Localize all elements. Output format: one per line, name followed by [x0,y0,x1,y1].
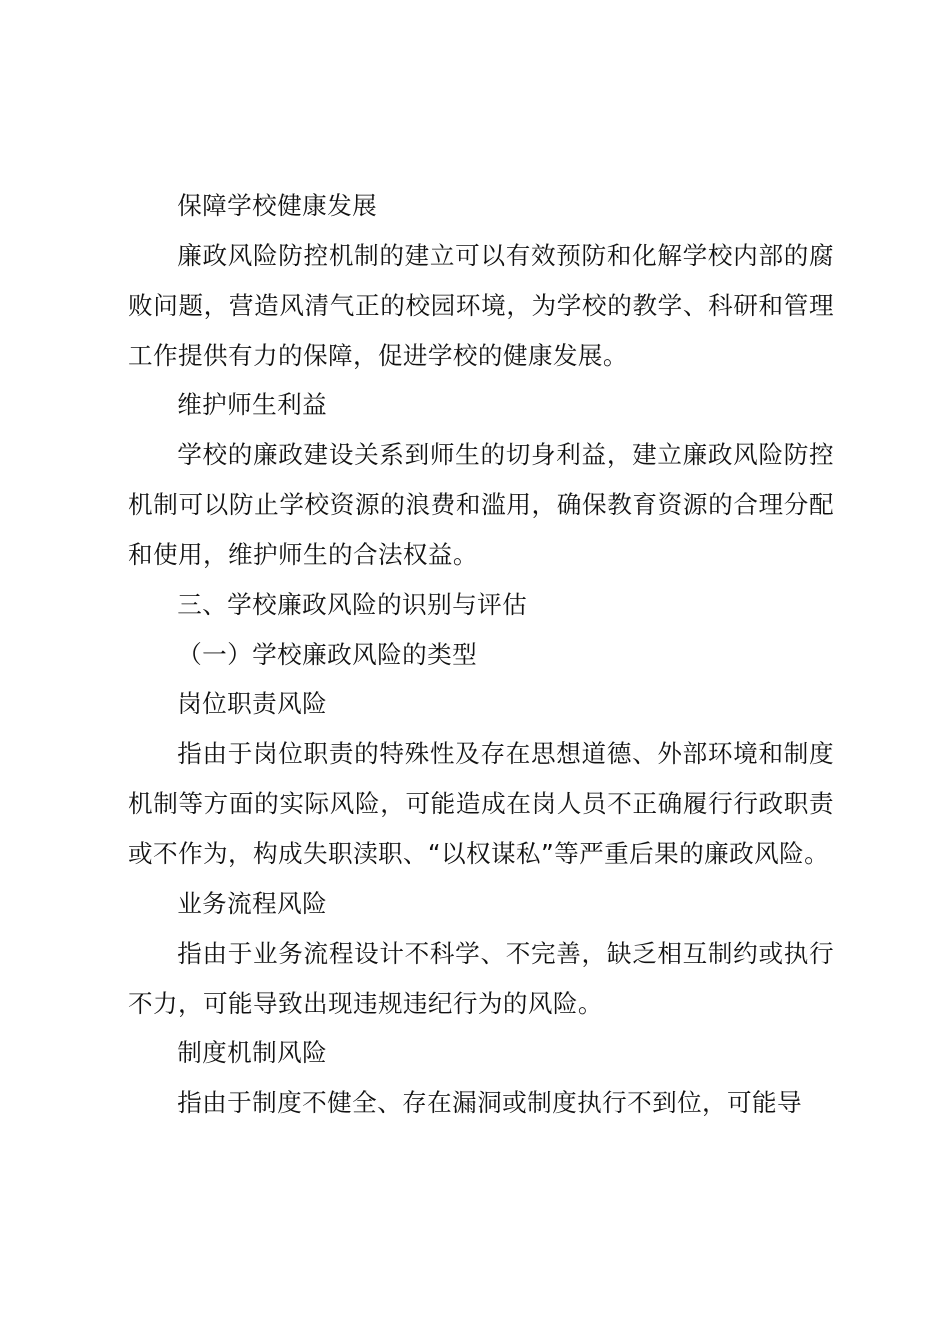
subheading-school-development: 保障学校健康发展 [177,191,378,220]
paragraph-mechanism-benefits: 廉政风险防控机制的建立可以有效预防和化解学校内部的腐败问题，营造风清气正的校园环境，为学校的教学、科研和管理工作提供有力的保障，促进学校的健康发展。 [128,240,834,370]
subheading-process-risk: 业务流程风险 [177,888,328,918]
document-body [128,181,834,1128]
section-heading-risk-identification: 三、学校廉政风险的识别与评估 [177,589,528,619]
subheading-system-risk: 制度机制风险 [177,1038,328,1068]
paragraph-interests: 学校的廉政建设关系到师生的切身利益，建立廉政风险防控机制可以防止学校资源的浪费和滥用，确保教育资源的合理分配和使用，维护师生的合法权益。 [128,440,834,569]
paragraph-process-risk: 指由于业务流程设计不科学、不完善，缺乏相互制约或执行不力，可能导致出现违规违纪行为的风险。 [128,938,834,1018]
subheading-position-risk: 岗位职责风险 [177,689,328,719]
subheading-protect-interests: 维护师生利益 [177,390,328,420]
paragraph-position-risk: 指由于岗位职责的特殊性及存在思想道德、外部环境和制度机制等方面的实际风险，可能造成在岗人员不正确履行行政职责或不作为，构成失职渎职、“以权谋私”等严重后果的廉政风险。 [128,739,834,868]
subsection-heading-risk-types: （一）学校廉政风险的类型 [177,639,478,669]
paragraph-system-risk: 指由于制度不健全、存在漏洞或制度执行不到位，可能导 [177,1088,803,1118]
